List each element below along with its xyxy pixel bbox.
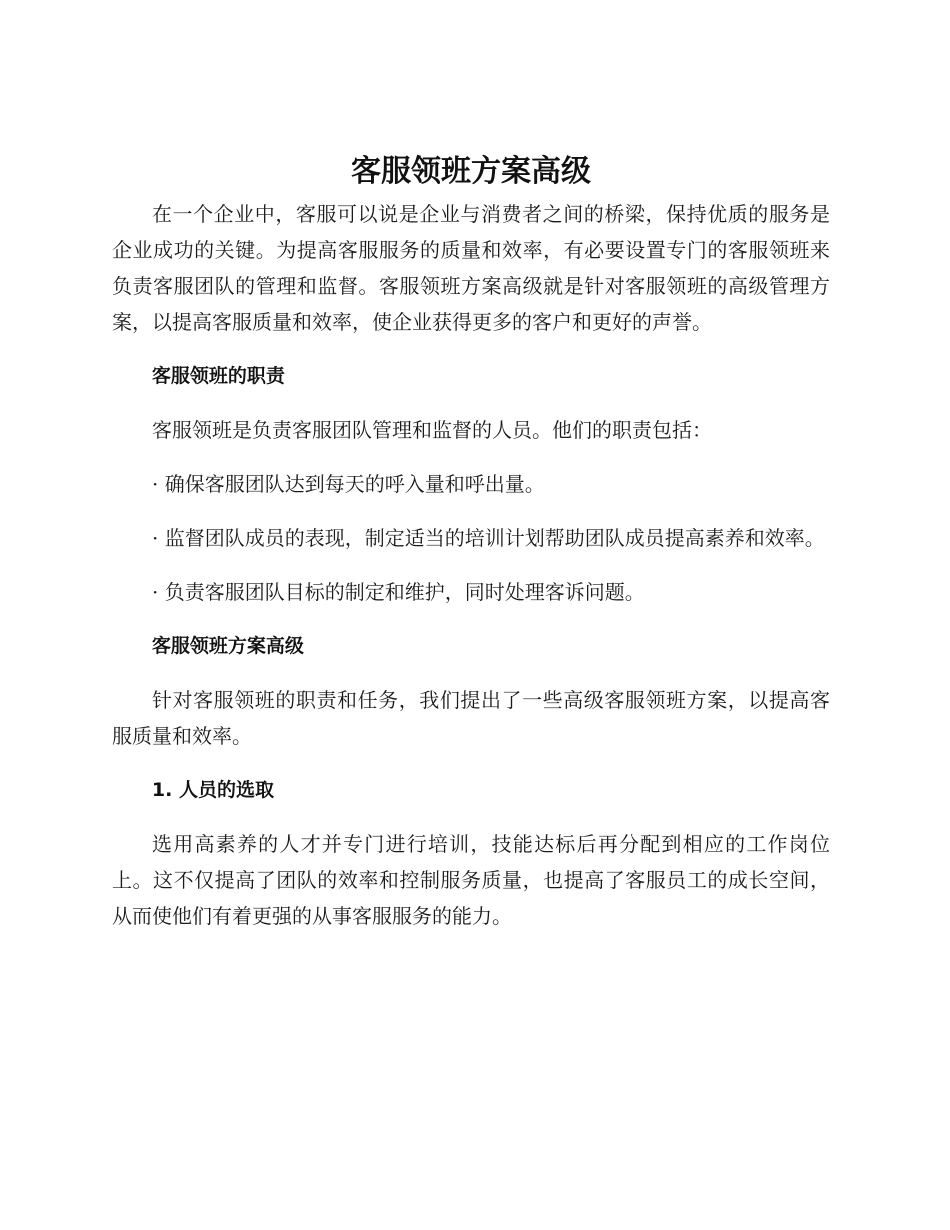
section-heading-duties: 客服领班的职责 [151, 365, 285, 387]
document-title: 客服领班方案高级 [351, 154, 591, 189]
duty-bullet-item: · 确保客服团队达到每天的呼入量和呼出量。 [152, 472, 545, 496]
duties-lead-paragraph: 客服领班是负责客服团队管理和监督的人员。他们的职责包括： [152, 418, 712, 442]
plan-lead-paragraph: 针对客服领班的职责和任务，我们提出了一些高级客服领班方案，以提高客服质量和效率。 [112, 688, 830, 748]
duty-bullet-item: · 监督团队成员的表现，制定适当的培训计划帮助团队成员提高素养和效率。 [152, 526, 825, 550]
document-page [112, 150, 830, 952]
duty-bullet-item: · 负责客服团队目标的制定和维护，同时处理客诉问题。 [152, 580, 645, 604]
section-heading-staff-selection: 1. 人员的选取 [151, 779, 274, 801]
section-heading-plan: 客服领班方案高级 [151, 635, 304, 657]
intro-paragraph: 在一个企业中，客服可以说是企业与消费者之间的桥梁，保持优质的服务是企业成功的关键。为提高客服服务的质量和效率，有必要设置专门的客服领班来负责客服团队的管理和监督。客服领班方案高级就是针对客服领班的高级管理方案，以提高客服质量和效率，使企业获得更多的客户和更好的声誉。 [112, 202, 830, 334]
staff-selection-paragraph: 选用高素养的人才并专门进行培训，技能达标后再分配到相应的工作岗位上。这不仅提高了团队的效率和控制服务质量，也提高了客服员工的成长空间，从而使他们有着更强的从事客服服务的能力。 [112, 832, 830, 928]
